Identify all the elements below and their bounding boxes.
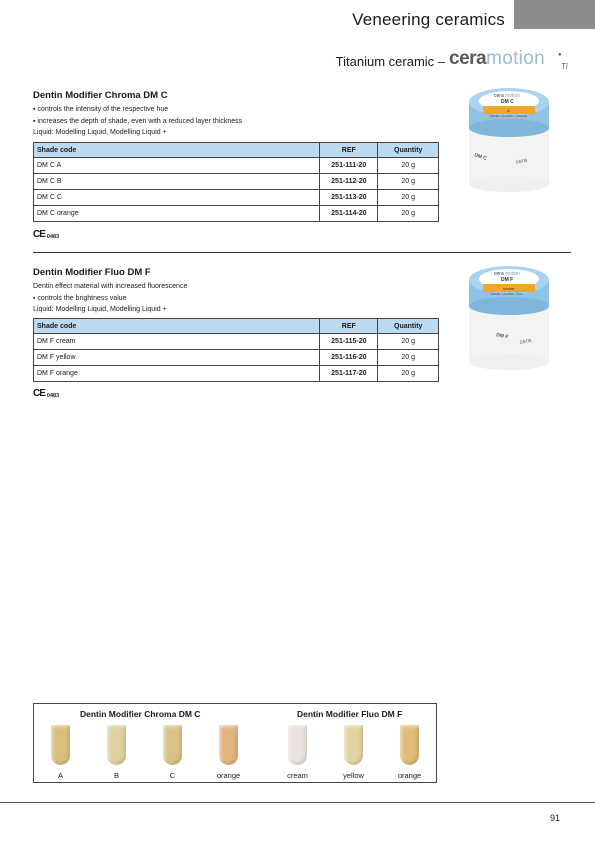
product-jar-image [466, 84, 552, 194]
subtitle: Titanium ceramic – [335, 54, 445, 69]
chroma-table [33, 142, 439, 222]
logo-cera: cera [449, 48, 487, 69]
page-title: Veneering ceramics [352, 10, 505, 29]
table-header-row [34, 143, 439, 158]
table-cell: 251-116-20 [320, 350, 378, 366]
table-cell: 20 g [378, 190, 439, 206]
section-chroma-line: ▪ controls the intensity of the respective hue [33, 106, 169, 113]
jar-line3: Dentin Modifier Fluo [491, 292, 523, 296]
shade-guide-box [33, 703, 437, 783]
jar-line2: A [507, 108, 510, 113]
section-fluo-line: Liquid: Modelling Liquid, Modelling Liquid + [33, 306, 167, 313]
ceramotion-logo [449, 48, 579, 78]
section-chroma [33, 90, 443, 139]
logo-ti: Ti [561, 62, 568, 71]
table-cell: 251-111-20 [320, 158, 378, 174]
shade-swatch [219, 725, 238, 765]
shade-swatch [344, 725, 363, 765]
table-cell: DM C orange [34, 206, 320, 222]
table-cell: DM F yellow [34, 350, 320, 366]
jar-side-code: DM C [473, 152, 488, 162]
jar-line1: DM C [501, 99, 514, 105]
table-row [34, 334, 439, 350]
ce-mark-icon: CE [33, 388, 45, 399]
column-header: Quantity [378, 143, 439, 158]
jar-brand: cera [494, 93, 504, 99]
shade-swatch [288, 725, 307, 765]
section-fluo [33, 267, 443, 316]
section-chroma-title: Dentin Modifier Chroma DM C [33, 90, 168, 101]
product-jar-image [466, 262, 552, 372]
jar-side-brand: cera [515, 157, 528, 166]
table-row [34, 190, 439, 206]
ce-mark [33, 388, 59, 399]
shade-swatch-label: orange [397, 771, 422, 780]
shade-swatch-label: A [57, 771, 63, 780]
column-header: REF [320, 319, 378, 334]
table-cell: 251-114-20 [320, 206, 378, 222]
table-cell: 20 g [378, 366, 439, 382]
shade-swatch-label: cream [287, 771, 308, 780]
ce-mark-icon: CE [33, 229, 45, 240]
jar-brand2: motion [505, 93, 521, 99]
shade-group-title-chroma: Dentin Modifier Chroma DM C [80, 709, 201, 719]
section-fluo-line: Dentin effect material with increased fluorescence [33, 283, 188, 290]
jar-side-brand: cera [519, 337, 532, 346]
section-fluo-title: Dentin Modifier Fluo DM F [33, 267, 151, 278]
table-cell: 20 g [378, 350, 439, 366]
jar-side-code: DM F [495, 332, 509, 341]
table-cell: 251-112-20 [320, 174, 378, 190]
shade-swatch [107, 725, 126, 765]
column-header: Shade code [34, 319, 320, 334]
jar-line2: cream [503, 286, 515, 291]
table-row [34, 158, 439, 174]
logo-motion: motion [486, 48, 545, 69]
table-cell: DM C B [34, 174, 320, 190]
table-cell: DM F orange [34, 366, 320, 382]
section-chroma-line: ▪ increases the depth of shade, even with a reduced layer thickness [33, 117, 243, 125]
table-row [34, 206, 439, 222]
table-row [34, 174, 439, 190]
shade-swatch [163, 725, 182, 765]
ce-mark [33, 229, 59, 240]
fluo-table [33, 318, 439, 382]
jar-line3: Dentin Modifier Chroma [490, 114, 527, 118]
table-cell: 251-117-20 [320, 366, 378, 382]
table-cell: 20 g [378, 206, 439, 222]
table-cell: DM F cream [34, 334, 320, 350]
ce-number: 0483 [46, 234, 60, 240]
table-header-row [34, 319, 439, 334]
table-row [34, 366, 439, 382]
table-cell: DM C A [34, 158, 320, 174]
table-cell: 251-115-20 [320, 334, 378, 350]
jar-brand: cera [494, 271, 504, 277]
table-cell: 20 g [378, 174, 439, 190]
section-fluo-line: ▪ controls the brightness value [33, 294, 127, 302]
column-header: Shade code [34, 143, 320, 158]
section-divider [33, 252, 571, 253]
logo-dot-icon: ● [558, 52, 562, 58]
jar-line1: DM F [501, 277, 514, 283]
table-cell: DM C C [34, 190, 320, 206]
shade-swatch [400, 725, 419, 765]
ce-number: 0483 [46, 393, 60, 399]
jar-brand2: motion [505, 271, 521, 277]
column-header: Quantity [378, 319, 439, 334]
table-cell: 20 g [378, 158, 439, 174]
table-row [34, 350, 439, 366]
shade-group-title-fluo: Dentin Modifier Fluo DM F [297, 709, 403, 719]
table-cell: 251-113-20 [320, 190, 378, 206]
shade-swatch-label: orange [216, 771, 241, 780]
shade-swatch-label: yellow [343, 771, 364, 780]
page-number: 91 [550, 813, 561, 823]
column-header: REF [320, 143, 378, 158]
shade-swatch [51, 725, 70, 765]
header-tab [514, 0, 595, 29]
shade-swatch-label: C [169, 771, 176, 780]
table-cell: 20 g [378, 334, 439, 350]
shade-swatch-label: B [113, 771, 119, 780]
footer-rule [0, 802, 595, 803]
section-chroma-line: Liquid: Modelling Liquid, Modelling Liquid + [33, 129, 167, 136]
